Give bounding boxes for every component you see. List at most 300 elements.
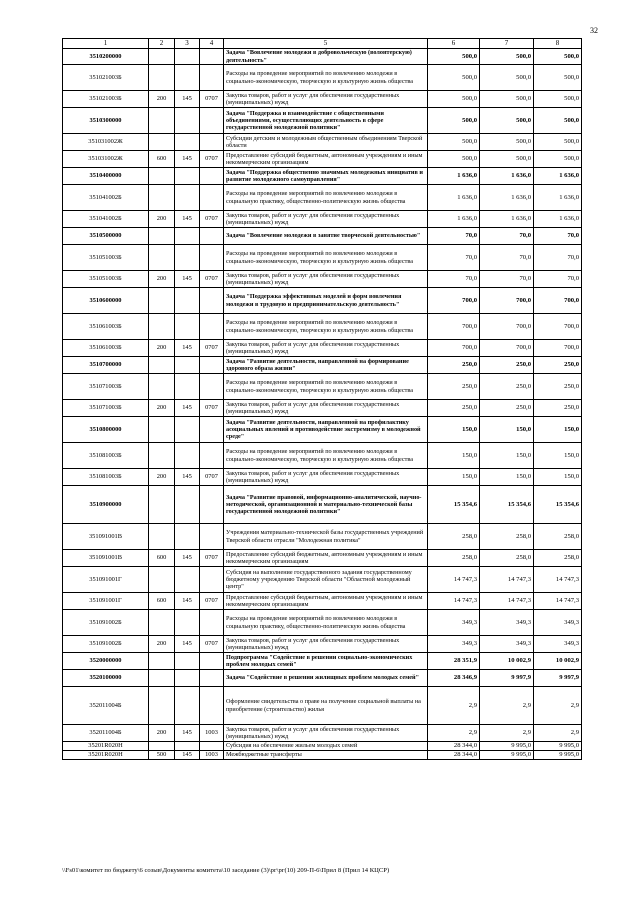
row-name: Задача "Вовлечение молодежи в занятие творческой деятельностью"	[224, 228, 428, 245]
row-value-year2: 150,0	[480, 443, 534, 469]
row-type: 500	[149, 751, 175, 760]
row-subsection: 1003	[200, 725, 224, 742]
row-name: Закупка товаров, работ и услуг для обеспечения государственных (муниципальных) нужд	[224, 211, 428, 228]
row-subsection	[200, 228, 224, 245]
row-section: 145	[175, 151, 200, 168]
row-section: 145	[175, 469, 200, 486]
row-value-year3: 2,9	[534, 687, 582, 725]
row-code: 351091002Б	[63, 636, 149, 653]
row-type	[149, 742, 175, 751]
row-subsection	[200, 524, 224, 550]
row-value-year1: 349,3	[428, 610, 480, 636]
row-name: Закупка товаров, работ и услуг для обеспечения государственных (муниципальных) нужд	[224, 400, 428, 417]
row-value-year1: 150,0	[428, 417, 480, 443]
row-value-year1: 28 346,9	[428, 670, 480, 687]
row-code: 351061003Б	[63, 340, 149, 357]
header-cell: 2	[149, 39, 175, 49]
row-type	[149, 417, 175, 443]
row-section	[175, 567, 200, 593]
page-number: 32	[590, 26, 598, 35]
row-section	[175, 610, 200, 636]
row-value-year3: 2,9	[534, 725, 582, 742]
table-row	[63, 108, 582, 134]
row-section: 145	[175, 271, 200, 288]
row-code: 351081003Б	[63, 443, 149, 469]
table-row	[63, 211, 582, 228]
row-section: 145	[175, 550, 200, 567]
row-subsection	[200, 374, 224, 400]
row-section: 145	[175, 400, 200, 417]
row-name: Расходы на проведение мероприятий по вовлечению молодежи в социальную практику, общественно-политическую жизнь общества	[224, 610, 428, 636]
row-value-year3: 500,0	[534, 91, 582, 108]
row-name: Закупка товаров, работ и услуг для обеспечения государственных (муниципальных) нужд	[224, 91, 428, 108]
row-section: 145	[175, 91, 200, 108]
row-section	[175, 314, 200, 340]
row-value-year3: 700,0	[534, 314, 582, 340]
row-subsection: 0707	[200, 400, 224, 417]
table-row	[63, 91, 582, 108]
row-code: 3510700000	[63, 357, 149, 374]
row-value-year3: 1 636,0	[534, 185, 582, 211]
row-name: Расходы на проведение мероприятий по вовлечению молодежи в социальную практику, общественно-политическую жизнь общества	[224, 185, 428, 211]
row-section	[175, 417, 200, 443]
row-value-year2: 9 997,9	[480, 670, 534, 687]
row-value-year2: 70,0	[480, 245, 534, 271]
row-type: 200	[149, 636, 175, 653]
table-row	[63, 65, 582, 91]
row-name: Субсидия на обеспечение жильем молодых семей	[224, 742, 428, 751]
file-path-footer: \\Fs01\комитет по бюджету\6 созыв\Документы комитета\10 заседание (3)\рг\рг(10) 209-П-6\Прил 8 (Прил 14 КЦСР)	[62, 867, 390, 874]
row-value-year3: 14 747,3	[534, 567, 582, 593]
row-value-year3: 250,0	[534, 374, 582, 400]
row-value-year2: 2,9	[480, 725, 534, 742]
row-value-year3: 9 997,9	[534, 670, 582, 687]
row-subsection	[200, 245, 224, 271]
row-section	[175, 486, 200, 524]
row-subsection	[200, 357, 224, 374]
row-subsection	[200, 417, 224, 443]
row-value-year2: 70,0	[480, 271, 534, 288]
row-value-year3: 500,0	[534, 134, 582, 151]
row-name: Задача "Поддержка эффективных моделей и форм вовлечения молодежи в трудовую и предпринимательскую деятельность"	[224, 288, 428, 314]
row-value-year3: 14 747,3	[534, 593, 582, 610]
row-value-year2: 1 636,0	[480, 185, 534, 211]
row-type: 200	[149, 469, 175, 486]
table-row	[63, 245, 582, 271]
row-subsection: 1003	[200, 751, 224, 760]
row-value-year3: 500,0	[534, 49, 582, 65]
row-value-year2: 500,0	[480, 151, 534, 168]
row-section: 145	[175, 725, 200, 742]
row-value-year2: 14 747,3	[480, 593, 534, 610]
row-subsection	[200, 443, 224, 469]
row-value-year1: 700,0	[428, 288, 480, 314]
row-section	[175, 108, 200, 134]
row-type: 200	[149, 725, 175, 742]
row-section: 145	[175, 211, 200, 228]
row-value-year1: 14 747,3	[428, 567, 480, 593]
row-subsection	[200, 486, 224, 524]
row-value-year3: 500,0	[534, 108, 582, 134]
table-row	[63, 742, 582, 751]
row-subsection	[200, 49, 224, 65]
row-code: 3520100000	[63, 670, 149, 687]
row-type: 200	[149, 400, 175, 417]
row-value-year3: 250,0	[534, 400, 582, 417]
row-code: 3510600000	[63, 288, 149, 314]
row-value-year2: 9 995,0	[480, 742, 534, 751]
row-value-year1: 250,0	[428, 400, 480, 417]
row-type	[149, 670, 175, 687]
row-name: Субсидия на выполнение государственного задания государственному бюджетному учреждению Тверской области "Областной молодежный центр"	[224, 567, 428, 593]
table-row	[63, 670, 582, 687]
header-cell: 6	[428, 39, 480, 49]
row-value-year1: 500,0	[428, 91, 480, 108]
row-value-year2: 258,0	[480, 550, 534, 567]
row-type: 600	[149, 593, 175, 610]
row-type	[149, 65, 175, 91]
row-value-year1: 70,0	[428, 228, 480, 245]
row-code: 351071003Б	[63, 400, 149, 417]
row-value-year1: 500,0	[428, 49, 480, 65]
table-row	[63, 151, 582, 168]
row-subsection: 0707	[200, 271, 224, 288]
row-value-year3: 9 995,0	[534, 751, 582, 760]
row-value-year1: 28 344,0	[428, 751, 480, 760]
row-code: 3510200000	[63, 49, 149, 65]
row-value-year2: 500,0	[480, 108, 534, 134]
row-name: Расходы на проведение мероприятий по вовлечению молодежи в социально-экономическую, творческую и культурную жизнь общества	[224, 374, 428, 400]
row-code: 352011004Б	[63, 687, 149, 725]
row-subsection	[200, 185, 224, 211]
row-value-year3: 9 995,0	[534, 742, 582, 751]
row-value-year2: 9 995,0	[480, 751, 534, 760]
row-name: Учреждения материально-технической базы государственных учреждений Тверской области отрасли "Молодежная политика"	[224, 524, 428, 550]
row-section	[175, 357, 200, 374]
row-code: 351051003Б	[63, 271, 149, 288]
row-name: Задача "Поддержка общественно значимых молодежных инициатив и развитие молодежного самоуправления"	[224, 168, 428, 185]
row-value-year2: 700,0	[480, 288, 534, 314]
row-value-year1: 28 344,0	[428, 742, 480, 751]
row-value-year1: 700,0	[428, 340, 480, 357]
row-subsection: 0707	[200, 151, 224, 168]
row-value-year2: 2,9	[480, 687, 534, 725]
row-section	[175, 670, 200, 687]
table-row	[63, 168, 582, 185]
table-row	[63, 593, 582, 610]
row-code: 351021003Б	[63, 91, 149, 108]
row-type	[149, 134, 175, 151]
row-subsection	[200, 670, 224, 687]
row-code: 3520000000	[63, 653, 149, 670]
row-code: 351091001В	[63, 550, 149, 567]
row-value-year2: 150,0	[480, 417, 534, 443]
row-value-year2: 70,0	[480, 228, 534, 245]
row-type	[149, 443, 175, 469]
row-name: Задача "Развитие правовой, информационно-аналитической, научно-методической, организационной и материально-технической базы государственной молодежной политики"	[224, 486, 428, 524]
row-value-year2: 250,0	[480, 400, 534, 417]
table-row	[63, 400, 582, 417]
row-type	[149, 567, 175, 593]
row-value-year2: 1 636,0	[480, 211, 534, 228]
row-value-year3: 500,0	[534, 65, 582, 91]
row-subsection	[200, 288, 224, 314]
row-value-year3: 258,0	[534, 550, 582, 567]
row-name: Оформление свидетельства о праве на получение социальной выплаты на приобретение (строительство) жилья	[224, 687, 428, 725]
row-name: Закупка товаров, работ и услуг для обеспечения государственных (муниципальных) нужд	[224, 636, 428, 653]
row-name: Предоставление субсидий бюджетным, автономным учреждениям и иным некоммерческим организациям	[224, 593, 428, 610]
row-value-year2: 500,0	[480, 134, 534, 151]
row-value-year2: 500,0	[480, 65, 534, 91]
row-type: 200	[149, 211, 175, 228]
row-name: Закупка товаров, работ и услуг для обеспечения государственных (муниципальных) нужд	[224, 340, 428, 357]
row-name: Задача "Поддержка и взаимодействие с общественными объединениями, осуществляющих деятельность в сфере государственной молодежной политики"	[224, 108, 428, 134]
header-cell: 8	[534, 39, 582, 49]
row-code: 3510400000	[63, 168, 149, 185]
row-subsection: 0707	[200, 91, 224, 108]
row-code: 351091001Г	[63, 567, 149, 593]
row-subsection	[200, 742, 224, 751]
row-value-year1: 70,0	[428, 245, 480, 271]
row-section	[175, 524, 200, 550]
row-type	[149, 653, 175, 670]
row-subsection: 0707	[200, 593, 224, 610]
row-name: Подпрограмма "Содействие в решении социально-экономических проблем молодых семей"	[224, 653, 428, 670]
row-name: Расходы на проведение мероприятий по вовлечению молодежи в социально-экономическую, творческую и культурную жизнь общества	[224, 65, 428, 91]
header-cell: 7	[480, 39, 534, 49]
row-type	[149, 49, 175, 65]
row-name: Закупка товаров, работ и услуг для обеспечения государственных (муниципальных) нужд	[224, 725, 428, 742]
row-code: 351031002Ж	[63, 134, 149, 151]
row-value-year3: 1 636,0	[534, 168, 582, 185]
row-value-year2: 700,0	[480, 314, 534, 340]
table-row	[63, 636, 582, 653]
row-subsection: 0707	[200, 550, 224, 567]
row-subsection: 0707	[200, 469, 224, 486]
row-section	[175, 687, 200, 725]
row-value-year1: 500,0	[428, 134, 480, 151]
row-value-year1: 1 636,0	[428, 168, 480, 185]
row-type	[149, 524, 175, 550]
table-row	[63, 417, 582, 443]
row-value-year2: 15 354,6	[480, 486, 534, 524]
row-type	[149, 314, 175, 340]
row-section	[175, 134, 200, 151]
row-subsection	[200, 65, 224, 91]
table-row	[63, 228, 582, 245]
table-row	[63, 314, 582, 340]
row-value-year1: 258,0	[428, 550, 480, 567]
row-subsection	[200, 610, 224, 636]
row-code: 351021003Б	[63, 65, 149, 91]
row-value-year2: 10 002,9	[480, 653, 534, 670]
row-value-year1: 150,0	[428, 469, 480, 486]
row-section	[175, 374, 200, 400]
table-row	[63, 49, 582, 65]
table-row	[63, 271, 582, 288]
row-subsection	[200, 314, 224, 340]
row-value-year2: 250,0	[480, 357, 534, 374]
row-type	[149, 185, 175, 211]
row-type	[149, 687, 175, 725]
row-type	[149, 228, 175, 245]
row-subsection: 0707	[200, 340, 224, 357]
row-value-year3: 70,0	[534, 228, 582, 245]
row-value-year2: 250,0	[480, 374, 534, 400]
row-value-year3: 10 002,9	[534, 653, 582, 670]
row-subsection: 0707	[200, 211, 224, 228]
row-code: 351041002Б	[63, 185, 149, 211]
row-type: 200	[149, 271, 175, 288]
row-value-year3: 500,0	[534, 151, 582, 168]
row-value-year1: 250,0	[428, 357, 480, 374]
row-value-year1: 500,0	[428, 65, 480, 91]
table-row	[63, 443, 582, 469]
row-code: 3510300000	[63, 108, 149, 134]
header-cell: 1	[63, 39, 149, 49]
row-subsection	[200, 134, 224, 151]
table-row	[63, 550, 582, 567]
table-row	[63, 374, 582, 400]
row-value-year3: 250,0	[534, 357, 582, 374]
row-subsection	[200, 687, 224, 725]
row-value-year3: 150,0	[534, 443, 582, 469]
table-row	[63, 687, 582, 725]
row-value-year3: 349,3	[534, 610, 582, 636]
row-section	[175, 49, 200, 65]
row-value-year3: 349,3	[534, 636, 582, 653]
row-type	[149, 486, 175, 524]
row-value-year1: 15 354,6	[428, 486, 480, 524]
row-value-year3: 1 636,0	[534, 211, 582, 228]
row-name: Закупка товаров, работ и услуг для обеспечения государственных (муниципальных) нужд	[224, 469, 428, 486]
row-value-year3: 700,0	[534, 340, 582, 357]
row-type	[149, 374, 175, 400]
table-row	[63, 524, 582, 550]
row-section	[175, 168, 200, 185]
row-type: 200	[149, 340, 175, 357]
row-name: Расходы на проведение мероприятий по вовлечению молодежи в социально-экономическую, творческую и культурную жизнь общества	[224, 245, 428, 271]
row-name: Задача "Содействие в решении жилищных проблем молодых семей"	[224, 670, 428, 687]
table-row	[63, 610, 582, 636]
row-value-year2: 14 747,3	[480, 567, 534, 593]
row-code: 351091001Г	[63, 593, 149, 610]
table-row	[63, 725, 582, 742]
row-code: 351091001В	[63, 524, 149, 550]
row-code: 3510900000	[63, 486, 149, 524]
table-row	[63, 185, 582, 211]
row-section	[175, 443, 200, 469]
row-subsection: 0707	[200, 636, 224, 653]
row-value-year3: 150,0	[534, 469, 582, 486]
table-row	[63, 653, 582, 670]
row-value-year3: 70,0	[534, 271, 582, 288]
header-cell: 3	[175, 39, 200, 49]
row-section	[175, 742, 200, 751]
table-row	[63, 469, 582, 486]
row-section	[175, 653, 200, 670]
row-type: 200	[149, 91, 175, 108]
row-value-year1: 1 636,0	[428, 185, 480, 211]
row-name: Субсидии детским и молодежным общественным объединениям Тверской области	[224, 134, 428, 151]
row-value-year2: 700,0	[480, 340, 534, 357]
row-type	[149, 168, 175, 185]
row-subsection	[200, 567, 224, 593]
row-type	[149, 610, 175, 636]
row-value-year1: 349,3	[428, 636, 480, 653]
budget-table	[62, 38, 582, 760]
row-value-year1: 28 351,9	[428, 653, 480, 670]
row-code: 351061003Б	[63, 314, 149, 340]
row-section: 145	[175, 340, 200, 357]
row-code: 35201R020H	[63, 742, 149, 751]
row-section	[175, 228, 200, 245]
row-code: 3510500000	[63, 228, 149, 245]
row-value-year2: 500,0	[480, 91, 534, 108]
row-name: Межбюджетные трансферты	[224, 751, 428, 760]
row-value-year1: 258,0	[428, 524, 480, 550]
row-section	[175, 288, 200, 314]
row-value-year2: 258,0	[480, 524, 534, 550]
row-value-year3: 15 354,6	[534, 486, 582, 524]
row-value-year1: 2,9	[428, 687, 480, 725]
row-value-year2: 349,3	[480, 636, 534, 653]
row-subsection	[200, 108, 224, 134]
row-type	[149, 357, 175, 374]
row-code: 351071003Б	[63, 374, 149, 400]
row-value-year1: 1 636,0	[428, 211, 480, 228]
row-type	[149, 245, 175, 271]
row-section: 145	[175, 751, 200, 760]
row-section: 145	[175, 593, 200, 610]
header-cell: 5	[224, 39, 428, 49]
row-section	[175, 65, 200, 91]
row-name: Задача "Развитие деятельности, направленной на профилактику асоциальных явлений и противодействие экстремизму в молодежной среде"	[224, 417, 428, 443]
row-value-year1: 700,0	[428, 314, 480, 340]
table-row	[63, 357, 582, 374]
row-value-year1: 500,0	[428, 151, 480, 168]
row-section	[175, 185, 200, 211]
row-value-year3: 150,0	[534, 417, 582, 443]
table-row	[63, 751, 582, 760]
row-name: Задача "Развитие деятельности, направленной на формирование здорового образа жизни"	[224, 357, 428, 374]
row-value-year1: 250,0	[428, 374, 480, 400]
row-code: 35201R020H	[63, 751, 149, 760]
table-row	[63, 134, 582, 151]
row-name: Предоставление субсидий бюджетным, автономным учреждениям и иным некоммерческим организациям	[224, 151, 428, 168]
row-value-year1: 150,0	[428, 443, 480, 469]
row-value-year1: 500,0	[428, 108, 480, 134]
table-row	[63, 340, 582, 357]
row-value-year2: 349,3	[480, 610, 534, 636]
row-code: 351031002Ж	[63, 151, 149, 168]
row-code: 3510800000	[63, 417, 149, 443]
row-name: Расходы на проведение мероприятий по вовлечению молодежи в социально-экономическую, творческую и культурную жизнь общества	[224, 443, 428, 469]
row-code: 351041002Б	[63, 211, 149, 228]
row-name: Закупка товаров, работ и услуг для обеспечения государственных (муниципальных) нужд	[224, 271, 428, 288]
row-value-year3: 700,0	[534, 288, 582, 314]
row-value-year2: 150,0	[480, 469, 534, 486]
row-code: 351051003Б	[63, 245, 149, 271]
table-row	[63, 567, 582, 593]
table-row	[63, 288, 582, 314]
row-value-year2: 1 636,0	[480, 168, 534, 185]
row-subsection	[200, 653, 224, 670]
header-cell: 4	[200, 39, 224, 49]
row-name: Расходы на проведение мероприятий по вовлечению молодежи в социально-экономическую, творческую и культурную жизнь общества	[224, 314, 428, 340]
row-value-year2: 500,0	[480, 49, 534, 65]
row-value-year1: 70,0	[428, 271, 480, 288]
